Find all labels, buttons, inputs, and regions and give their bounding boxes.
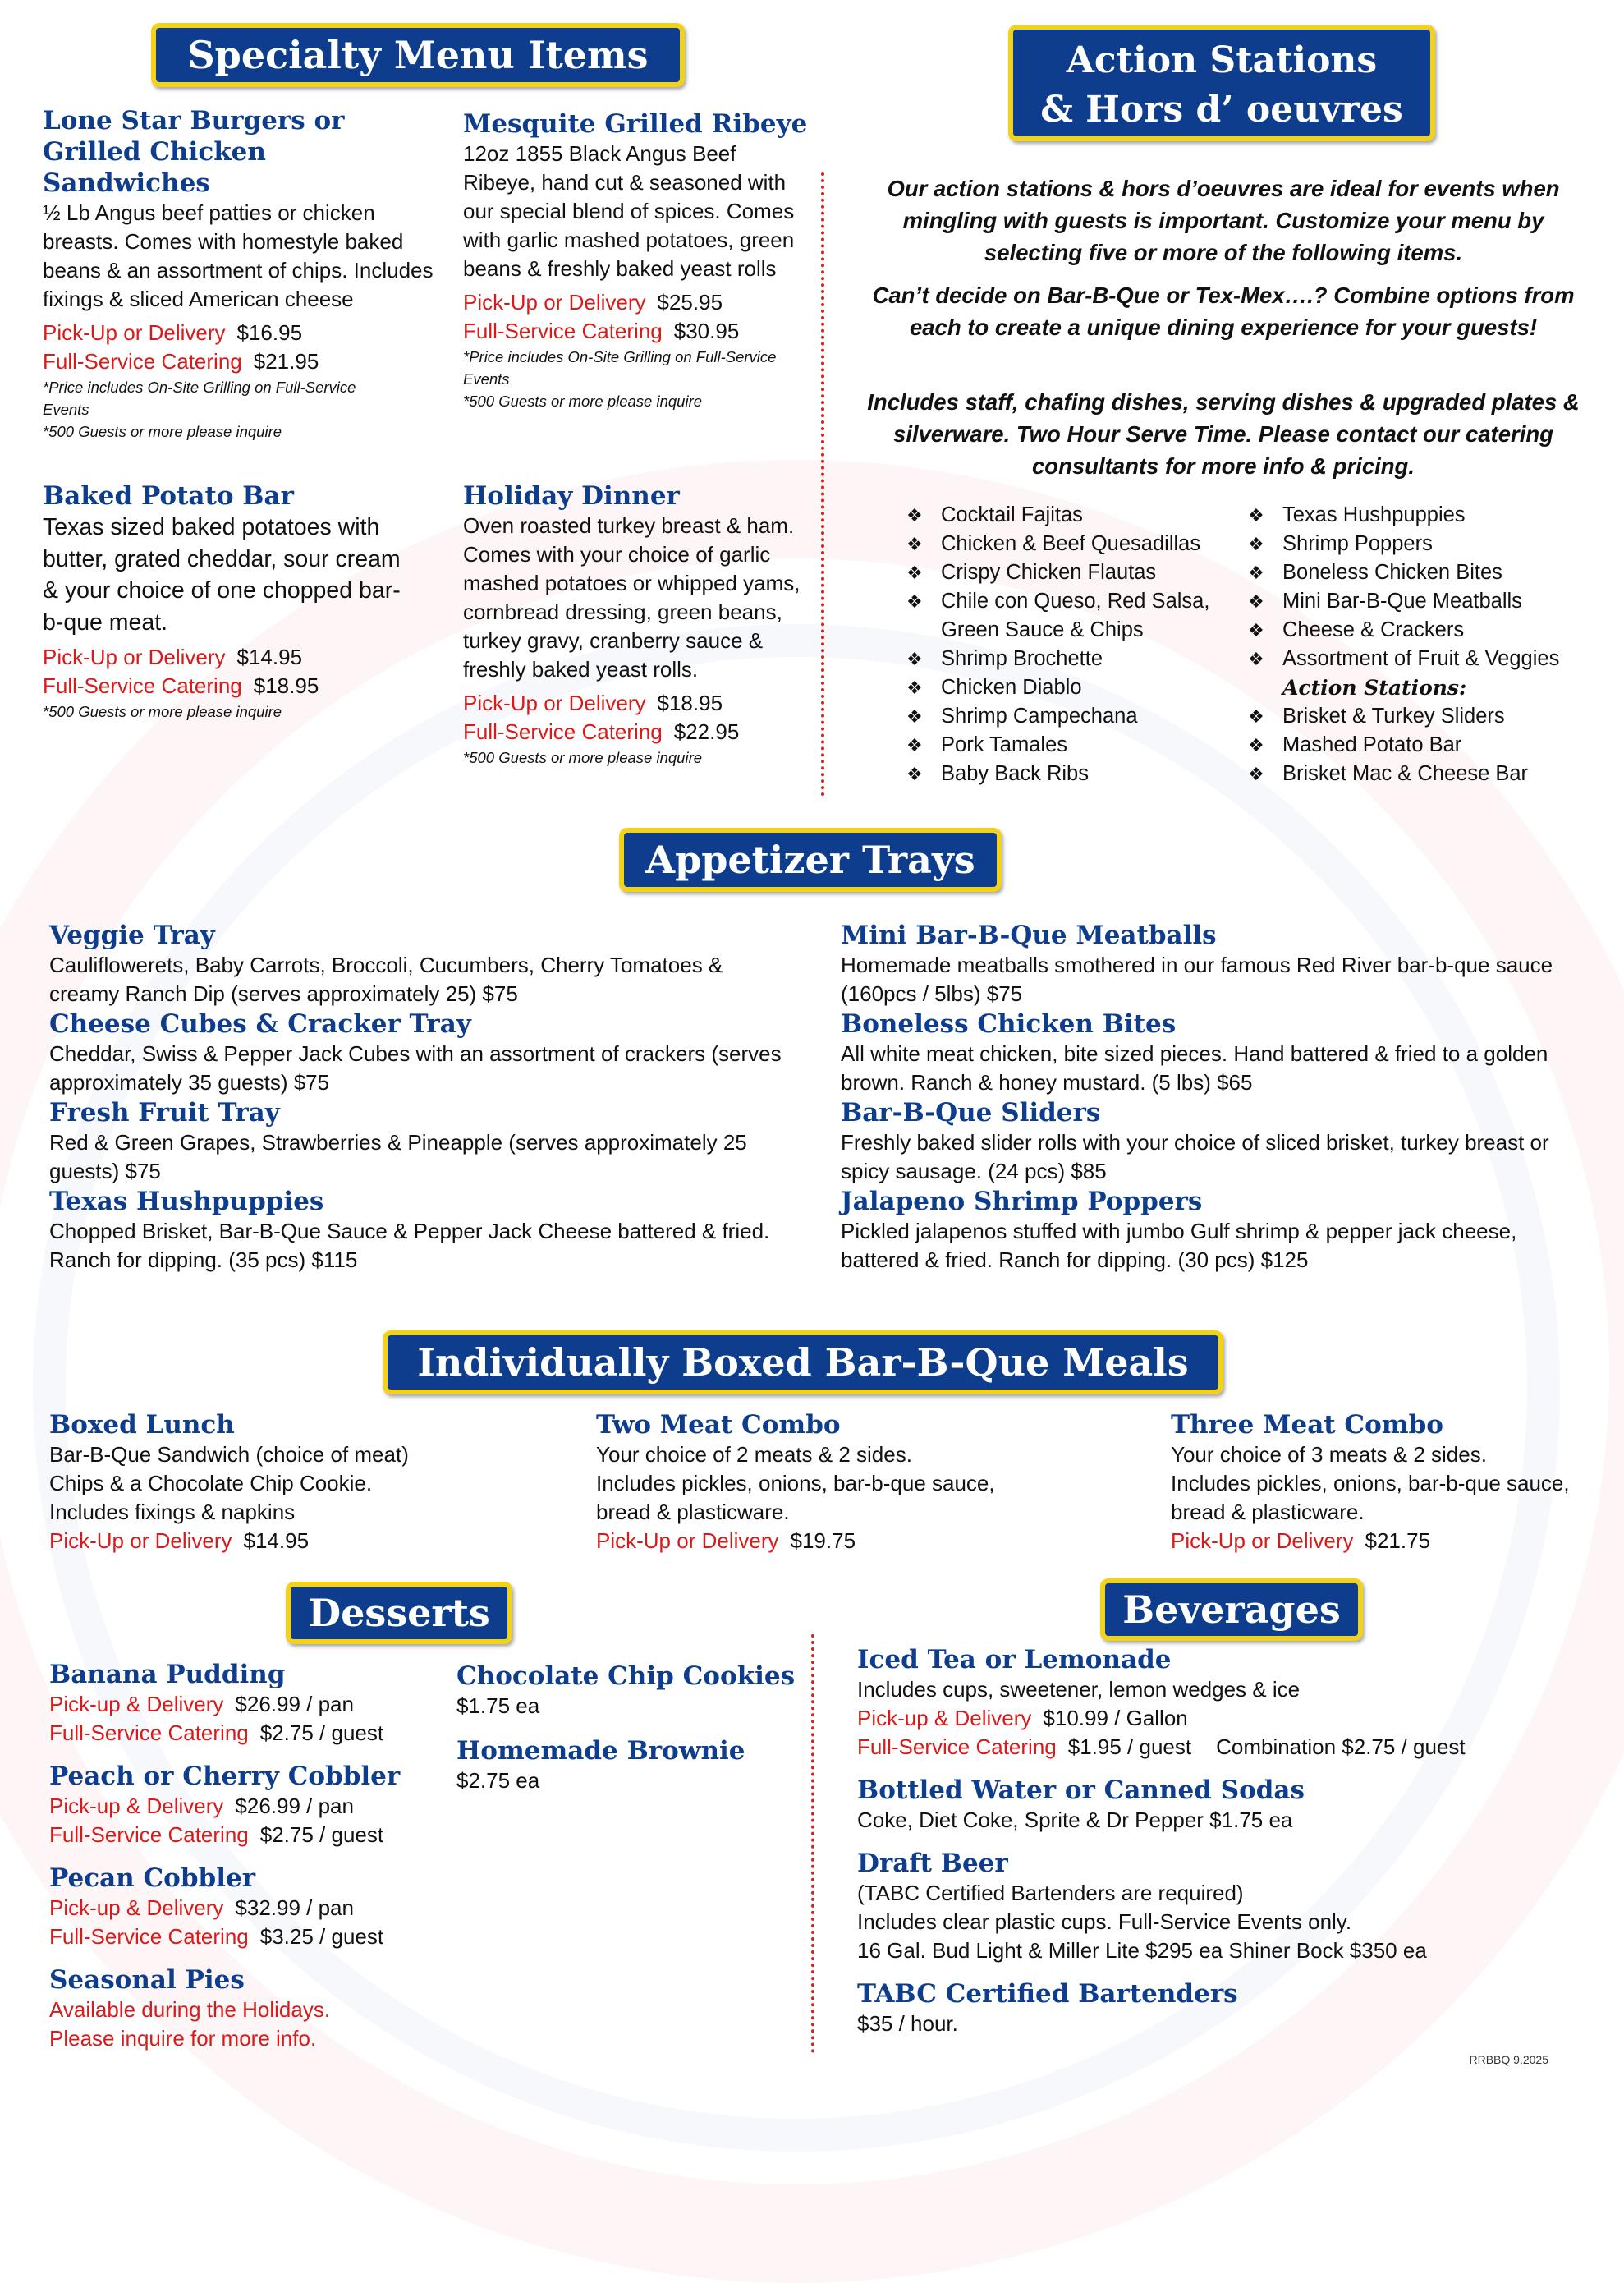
potato-bar-full-price: $18.95 bbox=[253, 673, 319, 698]
appetizer-title: Jalapeno Shrimp Poppers bbox=[841, 1187, 1203, 1216]
pecan-cobbler-item bbox=[49, 1863, 443, 1951]
holiday-dinner-item bbox=[463, 480, 808, 769]
action-stations-heading: Action Stations: bbox=[1282, 676, 1467, 700]
list-item: ❖ Assortment of Fruit & Veggies bbox=[1248, 645, 1609, 673]
potato-bar-title: Baked Potato Bar bbox=[43, 481, 294, 511]
action-left-bullets bbox=[906, 501, 1218, 788]
appetizer-title: Bar-B-Que Sliders bbox=[841, 1098, 1101, 1128]
iced-tea-full-row: Full-Service Catering $1.95 / guest Combination $2.75 / guest bbox=[857, 1734, 1466, 1759]
banana-pickup-row: Pick-up & Delivery $26.99 / pan bbox=[49, 1692, 354, 1716]
appetizer-description: Red & Green Grapes, Strawberries & Pineapple (serves approximately 25 guests) $75 bbox=[49, 1130, 747, 1183]
iced-tea-combination: Combination $2.75 / guest bbox=[1216, 1734, 1466, 1759]
burgers-full-price: $21.95 bbox=[253, 349, 319, 374]
brownie-item bbox=[456, 1735, 801, 1795]
holiday-dinner-full-row bbox=[463, 718, 808, 746]
appetizer-left-column bbox=[49, 920, 788, 1275]
boxed-lunch-line3: Includes fixings & napkins bbox=[49, 1500, 296, 1524]
holiday-dinner-title: Holiday Dinner bbox=[463, 481, 680, 511]
potato-bar-pickup-label: Pick-Up or Delivery bbox=[43, 645, 226, 669]
two-meat-line3: bread & plasticware. bbox=[596, 1500, 790, 1524]
burgers-note-guests: *500 Guests or more please inquire bbox=[43, 423, 282, 440]
burgers-note-grilling: *Price includes On-Site Grilling on Full-Service Events bbox=[43, 379, 356, 418]
desserts-banner bbox=[286, 1582, 512, 1644]
appetizer-description: Pickled jalapenos stuffed with jumbo Gulf shrimp & pepper jack cheese, battered & fried. Ranch for dipping. (30 pcs) $125 bbox=[841, 1219, 1517, 1272]
holiday-dinner-pickup-price: $18.95 bbox=[657, 691, 723, 715]
list-item: ❖ Mashed Potato Bar bbox=[1248, 731, 1609, 760]
draft-beer-line2: Includes clear plastic cups. Full-Service Events only. bbox=[857, 1909, 1352, 1934]
iced-tea-title: Iced Tea or Lemonade bbox=[857, 1645, 1172, 1674]
appetizer-title: Texas Hushpuppies bbox=[49, 1187, 324, 1216]
desserts-left-column bbox=[49, 1659, 443, 2053]
seasonal-pies-line2: Please inquire for more info. bbox=[49, 2026, 317, 2051]
pecan-cobbler-title: Pecan Cobbler bbox=[49, 1863, 256, 1893]
bullet-diamond-icon: ❖ bbox=[906, 764, 923, 784]
three-meat-line3: bread & plasticware. bbox=[1171, 1500, 1365, 1524]
tabc-item bbox=[857, 1978, 1596, 2038]
banana-pudding-item bbox=[49, 1659, 443, 1748]
two-meat-price-row bbox=[596, 1527, 1089, 1555]
action-intro-paragraph: Our action stations & hors d’oeuvres are ideal for events when mingling with guests is important. Customize your menu by selecting five or more of the following items. bbox=[887, 176, 1560, 265]
appetizer-item bbox=[49, 1097, 788, 1186]
burgers-pickup-row bbox=[43, 319, 437, 347]
ribeye-note-guests: *500 Guests or more please inquire bbox=[463, 393, 703, 410]
boxed-lunch-title: Boxed Lunch bbox=[49, 1410, 235, 1440]
ribeye-pickup-row bbox=[463, 288, 808, 317]
action-stations-banner bbox=[1008, 25, 1435, 141]
list-item: ❖ Shrimp Brochette bbox=[906, 645, 1218, 673]
list-item: ❖ Texas Hushpuppies bbox=[1248, 501, 1609, 530]
bullet-diamond-icon: ❖ bbox=[906, 678, 923, 698]
potato-bar-pickup-price: $14.95 bbox=[236, 645, 303, 669]
bullet-diamond-icon: ❖ bbox=[1248, 649, 1264, 669]
footer-code: RRBBQ 9.2025 bbox=[1469, 2053, 1548, 2066]
three-meat-title: Three Meat Combo bbox=[1171, 1410, 1443, 1440]
boxed-meals-banner-title: Individually Boxed Bar-B-Que Meals bbox=[417, 1340, 1189, 1385]
burgers-title-line1: Lone Star Burgers or bbox=[43, 106, 345, 136]
potato-bar-pickup-row bbox=[43, 643, 404, 672]
action-combine-paragraph: Can’t decide on Bar-B-Que or Tex-Mex….? Combine options from each to create a unique dining experience for your guests! bbox=[872, 283, 1575, 340]
cookies-item bbox=[456, 1661, 801, 1720]
ribeye-full-label: Full-Service Catering bbox=[463, 319, 663, 343]
boxed-lunch-pickup-label: Pick-Up or Delivery bbox=[49, 1528, 232, 1553]
ribeye-pickup-price: $25.95 bbox=[657, 290, 723, 315]
ribeye-title: Mesquite Grilled Ribeye bbox=[463, 109, 808, 139]
boxed-meals-banner bbox=[383, 1330, 1223, 1394]
bullet-diamond-icon: ❖ bbox=[1248, 563, 1264, 583]
holiday-dinner-pickup-label: Pick-Up or Delivery bbox=[463, 691, 646, 715]
holiday-dinner-full-price: $22.95 bbox=[673, 719, 740, 744]
three-meat-line1: Your choice of 3 meats & 2 sides. bbox=[1171, 1442, 1487, 1467]
appetizer-description: All white meat chicken, bite sized pieces. Hand battered & fried to a golden brown. Ranch & honey mustard. (5 lbs) $65 bbox=[841, 1041, 1548, 1095]
holiday-dinner-pickup-row bbox=[463, 689, 808, 718]
seasonal-pies-line1: Available during the Holidays. bbox=[49, 1997, 331, 2022]
seasonal-pies-item bbox=[49, 1964, 443, 2053]
list-item: ❖ Chicken & Beef Quesadillas bbox=[906, 530, 1218, 558]
ribeye-full-price: $30.95 bbox=[673, 319, 740, 343]
appetizer-item bbox=[49, 920, 788, 1008]
beverages-banner-title: Beverages bbox=[1122, 1587, 1341, 1632]
appetizer-item bbox=[841, 1008, 1580, 1097]
action-banner-line2: & Hors d’ oeuvres bbox=[1040, 89, 1403, 131]
list-item: ❖ Pork Tamales bbox=[906, 731, 1218, 760]
bullet-diamond-icon: ❖ bbox=[906, 505, 923, 526]
bullet-diamond-icon: ❖ bbox=[1248, 505, 1264, 526]
burgers-description: ½ Lb Angus beef patties or chicken breasts. Comes with homestyle baked beans & an assortment of chips. Includes fixings & sliced American cheese bbox=[43, 200, 434, 311]
potato-bar-note: *500 Guests or more please inquire bbox=[43, 703, 282, 720]
appetizer-title: Veggie Tray bbox=[49, 921, 215, 950]
list-item: ❖ Shrimp Poppers bbox=[1248, 530, 1609, 558]
cookies-title: Chocolate Chip Cookies bbox=[456, 1661, 796, 1691]
bullet-diamond-icon: ❖ bbox=[906, 534, 923, 554]
action-right-list bbox=[1248, 501, 1609, 788]
bullet-diamond-icon: ❖ bbox=[1248, 591, 1264, 612]
draft-beer-item bbox=[857, 1848, 1596, 1965]
iced-tea-pickup-row: Pick-up & Delivery $10.99 / Gallon bbox=[857, 1706, 1188, 1730]
brownie-price: $2.75 ea bbox=[456, 1768, 540, 1793]
action-station-bullets bbox=[1248, 702, 1609, 788]
appetizer-item bbox=[841, 1097, 1580, 1186]
bullet-diamond-icon: ❖ bbox=[1248, 620, 1264, 641]
action-includes-paragraph: Includes staff, chafing dishes, serving dishes & upgraded plates & silverware. Two Hour Serve Time. Please contact our catering consultants for more info & pricing. bbox=[867, 389, 1580, 479]
two-meat-pickup-label: Pick-Up or Delivery bbox=[596, 1528, 779, 1553]
burgers-full-row bbox=[43, 347, 437, 376]
burgers-pickup-price: $16.95 bbox=[236, 320, 303, 345]
appetizer-item bbox=[49, 1008, 788, 1097]
list-item: ❖ Chicken Diablo bbox=[906, 673, 1218, 702]
appetizer-item bbox=[841, 920, 1580, 1008]
action-banner-line1: Action Stations bbox=[1066, 39, 1378, 81]
appetizer-title: Cheese Cubes & Cracker Tray bbox=[49, 1009, 471, 1039]
ribeye-pickup-label: Pick-Up or Delivery bbox=[463, 290, 646, 315]
top-column-divider bbox=[821, 172, 824, 797]
two-meat-title: Two Meat Combo bbox=[596, 1410, 841, 1440]
bullet-diamond-icon: ❖ bbox=[906, 649, 923, 669]
cobbler-title: Peach or Cherry Cobbler bbox=[49, 1762, 401, 1791]
appetizer-right-column bbox=[841, 920, 1580, 1275]
ribeye-note-grilling: *Price includes On-Site Grilling on Full-Service Events bbox=[463, 348, 777, 388]
list-item: ❖ Crispy Chicken Flautas bbox=[906, 558, 1218, 587]
boxed-lunch-line2: Chips & a Chocolate Chip Cookie. bbox=[49, 1471, 373, 1495]
boxed-lunch-price-row bbox=[49, 1527, 542, 1555]
appetizer-item bbox=[841, 1186, 1580, 1275]
list-item: ❖ Brisket Mac & Cheese Bar bbox=[1248, 760, 1609, 788]
beverages-banner bbox=[1100, 1578, 1363, 1641]
tabc-price: $35 / hour. bbox=[857, 2011, 958, 2036]
water-soda-item bbox=[857, 1775, 1596, 1835]
draft-beer-line1: (TABC Certified Bartenders are required) bbox=[857, 1881, 1244, 1905]
two-meat-line2: Includes pickles, onions, bar-b-que sauce, bbox=[596, 1471, 995, 1495]
bullet-diamond-icon: ❖ bbox=[1248, 735, 1264, 756]
list-item: ❖ Boneless Chicken Bites bbox=[1248, 558, 1609, 587]
list-item: ❖ Brisket & Turkey Sliders bbox=[1248, 702, 1609, 731]
burgers-pickup-label: Pick-Up or Delivery bbox=[43, 320, 226, 345]
cookies-price: $1.75 ea bbox=[456, 1693, 540, 1718]
two-meat-combo-item bbox=[596, 1409, 1089, 1555]
appetizer-description: Cauliflowerets, Baby Carrots, Broccoli, Cucumbers, Cherry Tomatoes & creamy Ranch Dip (serves approximately 25) $75 bbox=[49, 953, 723, 1006]
list-item: ❖ Shrimp Campechana bbox=[906, 702, 1218, 731]
burgers-full-label: Full-Service Catering bbox=[43, 349, 242, 374]
appetizer-description: Homemade meatballs smothered in our famous Red River bar-b-que sauce (160pcs / 5lbs) $75 bbox=[841, 953, 1553, 1006]
bullet-diamond-icon: ❖ bbox=[1248, 534, 1264, 554]
potato-bar-full-row bbox=[43, 672, 404, 701]
draft-beer-line3: 16 Gal. Bud Light & Miller Lite $295 ea Shiner Bock $350 ea bbox=[857, 1938, 1427, 1963]
potato-bar-full-label: Full-Service Catering bbox=[43, 673, 242, 698]
cobbler-item bbox=[49, 1761, 443, 1849]
appetizer-banner-title: Appetizer Trays bbox=[645, 838, 975, 882]
two-meat-line1: Your choice of 2 meats & 2 sides. bbox=[596, 1442, 912, 1467]
ribeye-item bbox=[463, 108, 808, 412]
appetizer-title: Boneless Chicken Bites bbox=[841, 1009, 1177, 1039]
action-left-list bbox=[906, 501, 1218, 788]
ribeye-description: 12oz 1855 Black Angus Beef Ribeye, hand cut & seasoned with our special blend of spices. Comes with garlic mashed potatoes, green beans & freshly baked yeast rolls bbox=[463, 141, 795, 281]
pecan-pickup-row: Pick-up & Delivery $32.99 / pan bbox=[49, 1895, 354, 1920]
list-item: ❖ Mini Bar-B-Que Meatballs bbox=[1248, 587, 1609, 616]
three-meat-combo-item bbox=[1171, 1409, 1614, 1555]
specialty-banner bbox=[151, 23, 685, 87]
list-item: ❖ Cheese & Crackers bbox=[1248, 616, 1609, 645]
appetizer-description: Chopped Brisket, Bar-B-Que Sauce & Pepper Jack Cheese battered & fried. Ranch for dipping. (35 pcs) $115 bbox=[49, 1219, 770, 1272]
pecan-full-row: Full-Service Catering $3.25 / guest bbox=[49, 1924, 384, 1949]
appetizer-title: Mini Bar-B-Que Meatballs bbox=[841, 921, 1217, 950]
boxed-lunch-item bbox=[49, 1409, 542, 1555]
holiday-dinner-note: *500 Guests or more please inquire bbox=[463, 749, 703, 766]
water-soda-title: Bottled Water or Canned Sodas bbox=[857, 1775, 1305, 1805]
appetizer-description: Cheddar, Swiss & Pepper Jack Cubes with an assortment of crackers (serves approximately 35 guests) $75 bbox=[49, 1041, 782, 1095]
banana-full-row: Full-Service Catering $2.75 / guest bbox=[49, 1720, 384, 1745]
bottom-column-divider bbox=[811, 1634, 814, 2053]
bullet-diamond-icon: ❖ bbox=[1248, 764, 1264, 784]
appetizer-item bbox=[49, 1186, 788, 1275]
seasonal-pies-title: Seasonal Pies bbox=[49, 1965, 245, 1995]
banana-pudding-title: Banana Pudding bbox=[49, 1660, 286, 1689]
burgers-title-line2: Grilled Chicken Sandwiches bbox=[43, 137, 266, 198]
potato-bar-item bbox=[43, 480, 404, 723]
three-meat-price: $21.75 bbox=[1365, 1528, 1431, 1553]
three-meat-line2: Includes pickles, onions, bar-b-que sauce, bbox=[1171, 1471, 1570, 1495]
list-item: ❖ Baby Back Ribs bbox=[906, 760, 1218, 788]
action-right-bullets bbox=[1248, 501, 1609, 673]
list-item: ❖ Chile con Queso, Red Salsa, Green Sauce & Chips bbox=[906, 587, 1218, 645]
cobbler-pickup-row: Pick-up & Delivery $26.99 / pan bbox=[49, 1794, 354, 1818]
list-item: ❖ Cocktail Fajitas bbox=[906, 501, 1218, 530]
iced-tea-item bbox=[857, 1644, 1596, 1762]
three-meat-pickup-label: Pick-Up or Delivery bbox=[1171, 1528, 1354, 1553]
desserts-right-column bbox=[456, 1661, 801, 1795]
specialty-banner-title: Specialty Menu Items bbox=[187, 33, 649, 77]
holiday-dinner-description: Oven roasted turkey breast & ham. Comes with your choice of garlic mashed potatoes or whipped yams, cornbread dressing, green beans, turkey gravy, cranberry sauce & freshly baked yeast rolls. bbox=[463, 513, 801, 682]
burgers-item bbox=[43, 105, 437, 443]
two-meat-price: $19.75 bbox=[790, 1528, 856, 1553]
brownie-title: Homemade Brownie bbox=[456, 1736, 745, 1766]
appetizer-title: Fresh Fruit Tray bbox=[49, 1098, 280, 1128]
appetizer-description: Freshly baked slider rolls with your choice of sliced brisket, turkey breast or spicy sausage. (24 pcs) $85 bbox=[841, 1130, 1549, 1183]
ribeye-full-row bbox=[463, 317, 808, 346]
appetizer-banner bbox=[619, 828, 1002, 892]
beverages-column bbox=[857, 1644, 1596, 2038]
three-meat-price-row bbox=[1171, 1527, 1614, 1555]
draft-beer-title: Draft Beer bbox=[857, 1849, 1008, 1878]
bullet-diamond-icon: ❖ bbox=[906, 563, 923, 583]
boxed-lunch-line1: Bar-B-Que Sandwich (choice of meat) bbox=[49, 1442, 409, 1467]
iced-tea-description: Includes cups, sweetener, lemon wedges & ice bbox=[857, 1677, 1301, 1702]
water-soda-description: Coke, Diet Coke, Sprite & Dr Pepper $1.75 ea bbox=[857, 1808, 1293, 1832]
cobbler-full-row: Full-Service Catering $2.75 / guest bbox=[49, 1822, 384, 1847]
tabc-title: TABC Certified Bartenders bbox=[857, 1979, 1238, 2009]
desserts-banner-title: Desserts bbox=[308, 1591, 490, 1635]
bullet-diamond-icon: ❖ bbox=[906, 706, 923, 727]
bullet-diamond-icon: ❖ bbox=[1248, 706, 1264, 727]
boxed-lunch-price: $14.95 bbox=[243, 1528, 310, 1553]
holiday-dinner-full-label: Full-Service Catering bbox=[463, 719, 663, 744]
bullet-diamond-icon: ❖ bbox=[906, 591, 923, 612]
potato-bar-description: Texas sized baked potatoes with butter, grated cheddar, sour cream & your choice of one chopped bar-b-que meat. bbox=[43, 514, 401, 636]
bullet-diamond-icon: ❖ bbox=[906, 735, 923, 756]
